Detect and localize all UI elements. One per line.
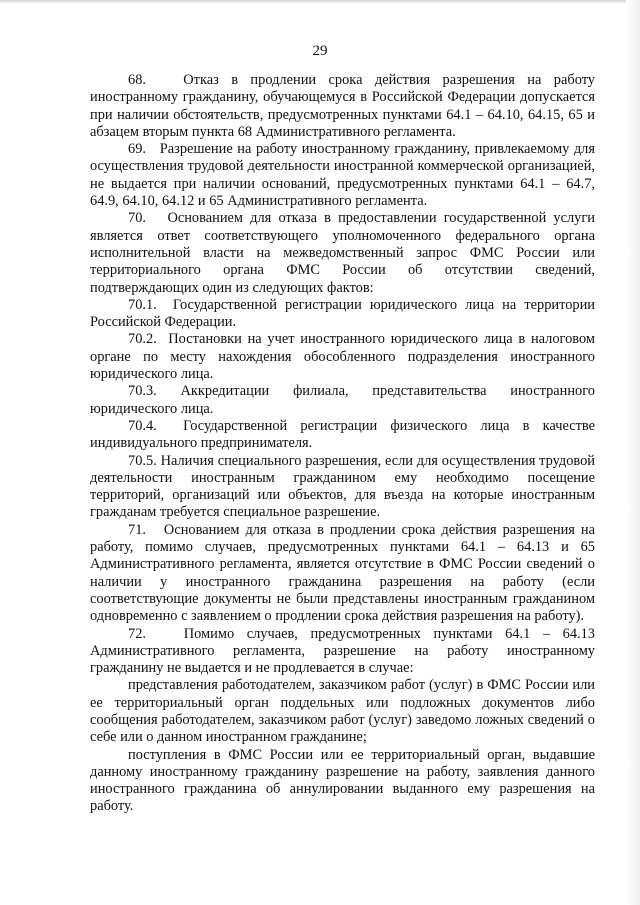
paragraph-69: 69. Разрешение на работу иностранному гражданину, привлекаемому для осуществления трудовой деятельности иностранной коммерческой организацией, не выдается при наличии оснований, предусмотренных пунктами 64.1 – 64.7, 64.9, 64.10, 64.12 и 65 Административного регламента. xyxy=(90,141,595,210)
paragraph-70-2: 70.2. Постановки на учет иностранного юридического лица в налоговом органе по месту нахождения обособленного подразделения иностранного юридического лица. xyxy=(90,331,595,383)
paragraph-72-item-2: поступления в ФМС России или ее территориальный орган, выдавшие данному иностранному гражданину разрешение на работу, заявления данного иностранного гражданина об аннулировании выданного ему разрешения на работу. xyxy=(90,746,595,815)
paragraph-70-5: 70.5. Наличия специального разрешения, если для осуществления трудовой деятельности иностранным гражданином ему необходимо посещение территорий, организаций или объектов, для въезда на которые иностранным гражданам требуется специальное разрешение. xyxy=(90,452,595,521)
paragraph-72: 72. Помимо случаев, предусмотренных пунктами 64.1 – 64.13 Административного регламента, разрешение на работу иностранному гражданину не выдается и не продлевается в случае: xyxy=(90,625,595,677)
paragraph-70-3: 70.3. Аккредитации филиала, представительства иностранного юридического лица. xyxy=(90,383,595,417)
paragraph-70-4: 70.4. Государственной регистрации физического лица в качестве индивидуального предпринимателя. xyxy=(90,417,595,452)
paragraph-68: 68. Отказ в продлении срока действия разрешения на работу иностранному гражданину, обучающемуся в Российской Федерации допускается при наличии обстоятельств, предусмотренных пунктами 64.1 – 64.10, 64.15, 65 и абзацем вторым пункта 68 Административного регламента. xyxy=(90,72,595,140)
paragraph-72-item-1: представления работодателем, заказчиком работ (услуг) в ФМС России или ее территориальный орган поддельных или подложных документов либо сообщения работодателем, заказчиком работ (услуг) заведомо ложных сведений о себе или о данном иностранном гражданине; xyxy=(90,677,595,746)
paragraph-70: 70. Основанием для отказа в предоставлении государственной услуги является ответ соответствующего уполномоченного федерального органа исполнительной власти на межведомственный запрос ФМС России или территориального органа ФМС России об отсутствии сведений, подтверждающих один из следующих фактов: xyxy=(90,210,595,296)
paragraph-71: 71. Основанием для отказа в продлении срока действия разрешения на работу, помимо случаев, предусмотренных пунктами 64.1 – 64.13 и 65 Административного регламента, является отсутствие в ФМС России сведений о наличии у иностранного гражданина разрешения на работу (если соответствующие документы не были представлены иностранным гражданином одновременно с заявлением о продлении срока действия разрешения на работу). xyxy=(90,521,595,625)
document-body xyxy=(90,72,595,816)
scan-right-edge xyxy=(626,0,640,905)
scan-top-edge xyxy=(0,0,640,4)
paragraph-70-1: 70.1. Государственной регистрации юридического лица на территории Российской Федерации. xyxy=(90,296,595,331)
page-number: 29 xyxy=(312,43,328,59)
